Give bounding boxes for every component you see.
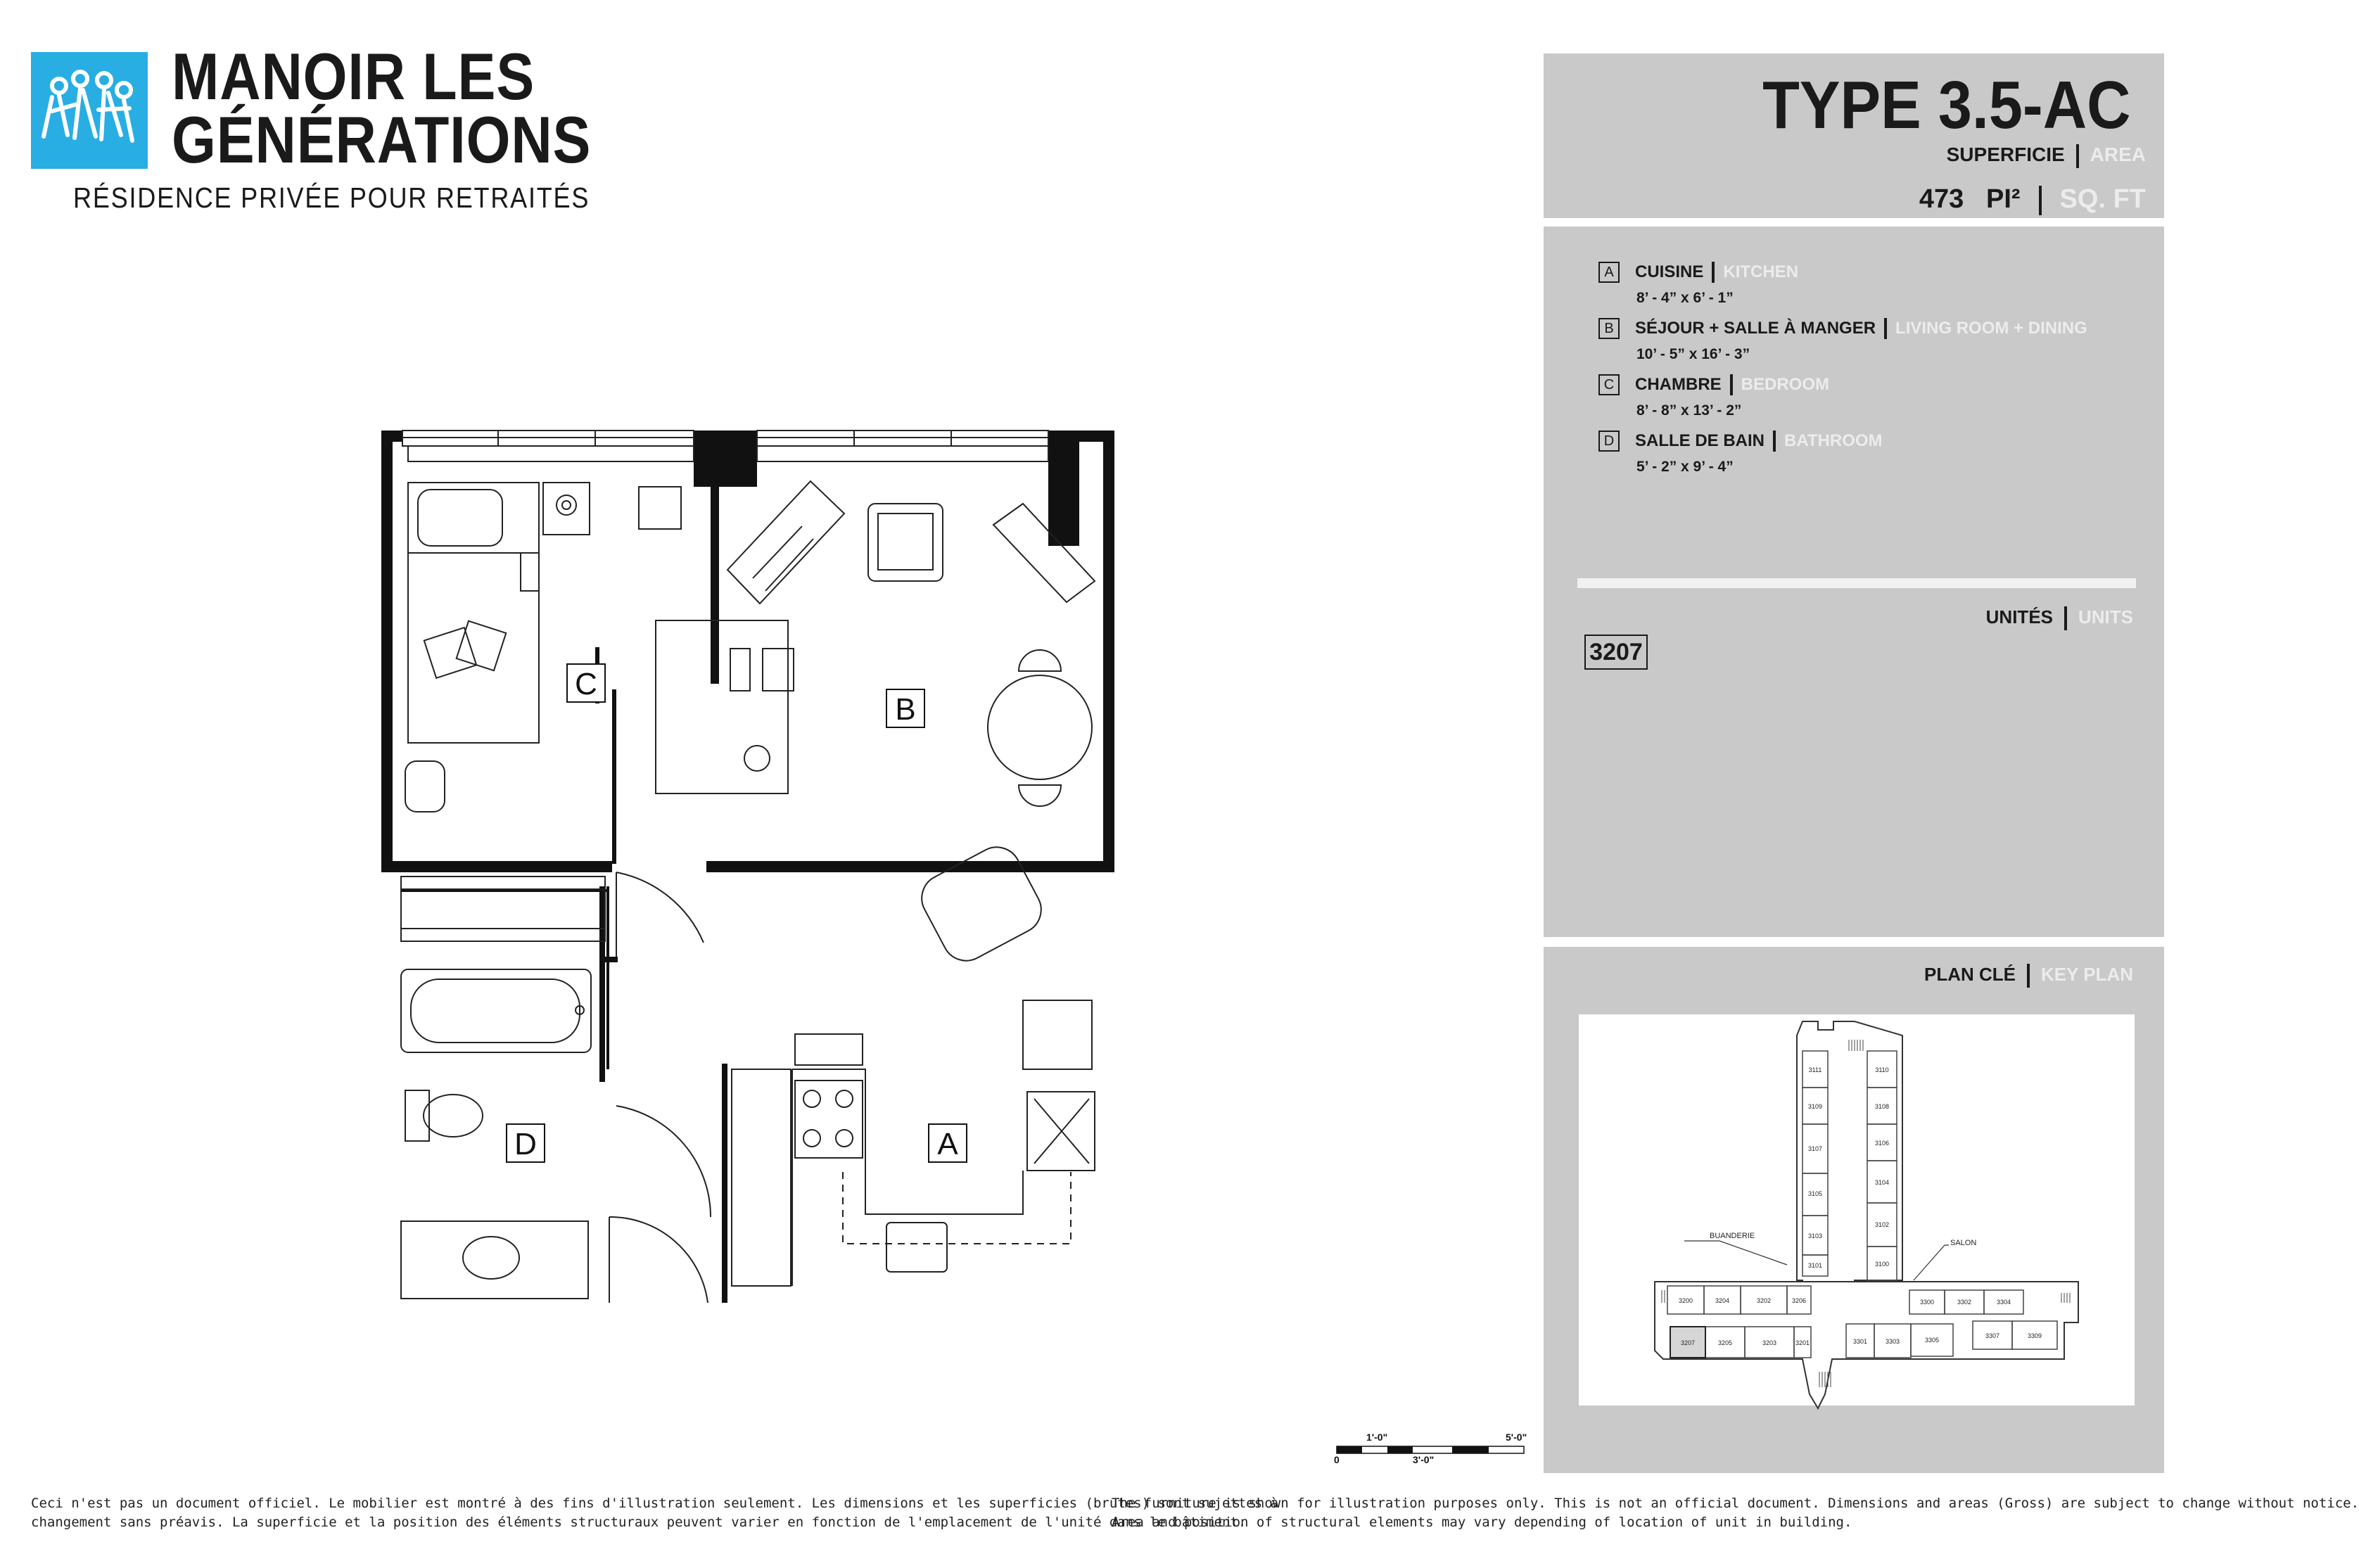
scale-bar bbox=[1330, 1431, 1541, 1473]
room-name-fr: SALLE DE BAIN bbox=[1635, 431, 1765, 450]
scale-label: 3'-0" bbox=[1413, 1454, 1435, 1465]
key-plan-unit-label: 3202 bbox=[1756, 1297, 1772, 1304]
area-row bbox=[1919, 184, 2146, 215]
key-plan-unit-label: 3108 bbox=[1874, 1103, 1890, 1110]
key-plan-unit-label: 3204 bbox=[1715, 1297, 1730, 1304]
key-plan-svg bbox=[1579, 1014, 2135, 1406]
key-plan-unit-label: 3200 bbox=[1678, 1297, 1693, 1304]
key-plan-unit-label: 3109 bbox=[1807, 1103, 1823, 1110]
units-row bbox=[1986, 606, 2133, 630]
divider-bar bbox=[2064, 606, 2067, 630]
room-dimensions: 8’ - 8” x 13’ - 2” bbox=[1636, 402, 1742, 419]
brand-subtitle: RÉSIDENCE PRIVÉE POUR RETRAITÉS bbox=[73, 181, 590, 214]
footer-line: The furniture is shown for illustration purposes only. This is not an official document. Dimensions and areas (Gross) are subject to change without notice. bbox=[1112, 1496, 2359, 1511]
key-plan-unit-label: 3100 bbox=[1874, 1261, 1890, 1268]
key-plan-unit-label: 3201 bbox=[1795, 1339, 1810, 1346]
floor-plan bbox=[380, 422, 1126, 1308]
key-plan-label-en: KEY PLAN bbox=[2041, 964, 2133, 985]
key-plan-unit-label: 3203 bbox=[1762, 1339, 1777, 1346]
key-plan-unit-label: 3206 bbox=[1791, 1297, 1807, 1304]
room-dimensions: 10’ - 5” x 16’ - 3” bbox=[1636, 346, 1750, 362]
area-unit-fr: PI² bbox=[1985, 184, 2021, 214]
key-plan-header bbox=[1924, 964, 2133, 988]
divider-bar bbox=[1773, 431, 1776, 452]
room-letter: A bbox=[1598, 262, 1620, 283]
area-unit-en: SQ. FT bbox=[2059, 184, 2146, 214]
key-plan-unit-label: 3303 bbox=[1885, 1338, 1900, 1345]
section-divider bbox=[1577, 578, 2136, 588]
room-item bbox=[1598, 431, 1883, 476]
plan-label-d: D bbox=[514, 1127, 537, 1161]
key-plan-unit-label: 3207 bbox=[1680, 1339, 1696, 1346]
key-plan-label-fr: PLAN CLÉ bbox=[1924, 964, 2016, 985]
divider-bar bbox=[1730, 374, 1733, 395]
footer-line: Ceci n'est pas un document officiel. Le mobilier est montré à des fins d'illustration seulement. Les dimensions et les superficies (brutes) sont sujettes à bbox=[31, 1496, 1279, 1511]
footer-line: Area and position of structural elements may vary depending of location of unit in building. bbox=[1112, 1515, 1852, 1530]
key-plan-unit-label: 3101 bbox=[1807, 1262, 1823, 1269]
logo-icon bbox=[31, 52, 148, 169]
brand-name-line2: GÉNÉRATIONS bbox=[172, 103, 592, 177]
superficie-label: SUPERFICIE bbox=[1946, 144, 2065, 165]
room-name-en: BEDROOM bbox=[1741, 375, 1830, 394]
room-name-en: BATHROOM bbox=[1784, 431, 1883, 450]
key-plan-unit-label: 3307 bbox=[1985, 1332, 2000, 1339]
key-plan-unit-label: 3301 bbox=[1852, 1338, 1868, 1345]
scale-label: 1'-0" bbox=[1366, 1432, 1388, 1443]
divider-bar bbox=[2027, 964, 2030, 988]
footer-disclaimer-fr bbox=[31, 1494, 1278, 1532]
key-plan-unit-label: 3205 bbox=[1717, 1339, 1733, 1346]
floor-plan-svg bbox=[380, 422, 1126, 1308]
area-value: 473 bbox=[1919, 184, 1964, 214]
key-plan-unit-label: 3102 bbox=[1874, 1221, 1890, 1228]
room-item bbox=[1598, 262, 1798, 307]
room-name-en: KITCHEN bbox=[1723, 262, 1799, 281]
key-plan-unit-label: 3304 bbox=[1996, 1299, 2011, 1306]
units-label-en: UNITS bbox=[2078, 606, 2133, 627]
units-label-fr: UNITÉS bbox=[1985, 606, 2053, 627]
scale-label: 5'-0" bbox=[1506, 1432, 1527, 1443]
key-plan-unit-label: 3104 bbox=[1874, 1179, 1890, 1186]
key-plan-label: BUANDERIE bbox=[1710, 1232, 1755, 1240]
room-name-fr: SÉJOUR + SALLE À MANGER bbox=[1635, 319, 1876, 338]
room-letter: D bbox=[1598, 431, 1620, 452]
divider-bar bbox=[1884, 318, 1887, 339]
plan-label-c: C bbox=[575, 667, 597, 701]
room-letter: C bbox=[1598, 374, 1620, 395]
key-plan-unit-label: 3300 bbox=[1919, 1299, 1935, 1306]
divider-bar bbox=[1712, 262, 1715, 283]
type-panel bbox=[1544, 53, 2164, 218]
key-plan-unit-label: 3107 bbox=[1807, 1145, 1823, 1152]
unit-number-badge: 3207 bbox=[1584, 635, 1648, 670]
key-plan-unit-label: 3106 bbox=[1874, 1140, 1890, 1147]
key-plan-drawing bbox=[1579, 1014, 2135, 1406]
footer-disclaimer-en bbox=[1112, 1494, 2359, 1532]
plan-label-b: B bbox=[895, 692, 916, 727]
room-dimensions: 8’ - 4” x 6’ - 1” bbox=[1636, 290, 1734, 306]
scale-label: 0 bbox=[1334, 1454, 1340, 1465]
superficie-row bbox=[1947, 144, 2146, 168]
room-name-fr: CUISINE bbox=[1635, 262, 1704, 281]
footer-line: changement sans préavis. La superficie et la position des éléments structuraux peuvent varier en fonction de l'emplacement de l'unité dans le bâtiment. bbox=[31, 1515, 1247, 1530]
room-name-en: LIVING ROOM + DINING bbox=[1895, 319, 2087, 338]
divider-bar bbox=[2076, 144, 2079, 168]
key-plan-unit-label: 3305 bbox=[1924, 1337, 1940, 1344]
room-letter: B bbox=[1598, 318, 1620, 339]
key-plan-label: SALON bbox=[1950, 1239, 1977, 1247]
room-item bbox=[1598, 374, 1829, 419]
room-name-fr: CHAMBRE bbox=[1635, 375, 1722, 394]
room-item bbox=[1598, 318, 2087, 363]
key-plan-panel bbox=[1544, 947, 2164, 1473]
key-plan-unit-label: 3110 bbox=[1875, 1066, 1889, 1073]
room-dimensions: 5’ - 2” x 9’ - 4” bbox=[1636, 459, 1734, 475]
key-plan-unit-label: 3309 bbox=[2027, 1332, 2042, 1339]
brand-name-line1: MANOIR LES bbox=[172, 39, 535, 113]
rooms-panel bbox=[1544, 227, 2164, 937]
key-plan-unit-label: 3103 bbox=[1807, 1232, 1823, 1239]
key-plan-unit-label: 3111 bbox=[1808, 1066, 1822, 1073]
unit-type-title: TYPE 3.5-AC bbox=[1762, 68, 2130, 143]
key-plan-unit-label: 3105 bbox=[1807, 1190, 1823, 1197]
key-plan-unit-label: 3302 bbox=[1957, 1299, 1972, 1306]
area-label: AREA bbox=[2090, 144, 2146, 165]
divider-bar bbox=[2039, 186, 2042, 215]
plan-label-a: A bbox=[937, 1127, 958, 1161]
